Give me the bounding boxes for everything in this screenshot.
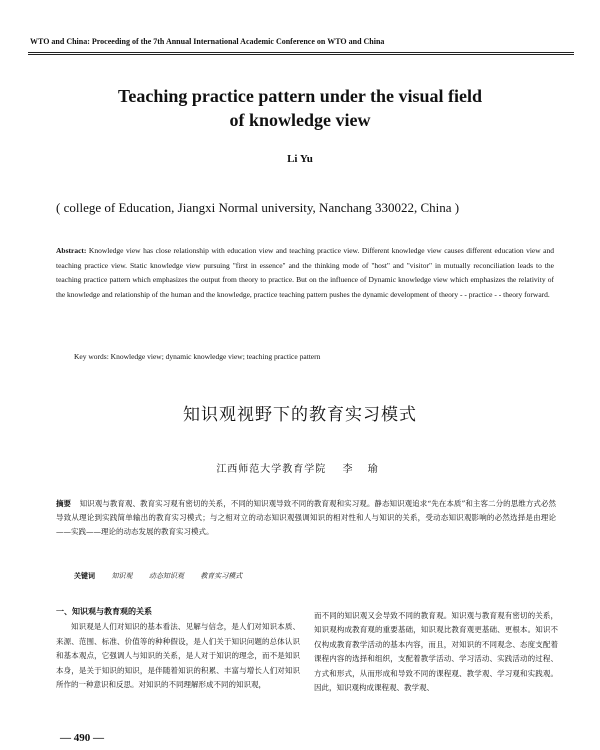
english-abstract bbox=[56, 244, 554, 302]
body-column-left bbox=[56, 604, 300, 692]
chinese-keywords bbox=[74, 571, 554, 581]
chinese-keywords-label: 关键词 bbox=[74, 571, 95, 580]
chinese-affiliation: 江西师范大学教育学院 bbox=[216, 464, 327, 475]
chinese-author-line bbox=[0, 460, 600, 475]
header-rule bbox=[28, 52, 574, 53]
chinese-author: 李 瑜 bbox=[342, 464, 384, 475]
keywords-text: Knowledge view; dynamic knowledge view; teaching practice pattern bbox=[110, 352, 321, 361]
page-number: — 490 — bbox=[60, 732, 104, 744]
chinese-abstract-label: 摘要 bbox=[56, 499, 72, 508]
section-heading: 一、知识观与教育观的关系 bbox=[56, 606, 152, 616]
english-title-line-2: of knowledge view bbox=[229, 110, 371, 130]
english-affiliation: ( college of Education, Jiangxi Normal university, Nanchang 330022, China ) bbox=[56, 200, 460, 215]
english-author: Li Yu bbox=[287, 153, 313, 165]
running-header: WTO and China: Proceeding of the 7th Annual International Academic Conference on WTO and China bbox=[30, 37, 385, 46]
body-paragraph: 知识观是人们对知识的基本看法、见解与信念，是人们对知识本质、来源、范围、标准、价值等的种种假设，是人们关于知识问题的总体认识和基本观点，它强调人与知识的关系，是人对于知识的理念，而不是知识本身，是关于知识的知识，是伴随着知识的积累、丰富与增长人们对知识所作的一种意识和反思。对知识的不同理解形成不同的知识观， bbox=[56, 622, 300, 690]
body-paragraph-continued: 而不同的知识观又会导致不同的教育观。知识观与教育观有密切的关系，知识观构成教育观的重要基础，知识观比教育观更基础、更根本。知识不仅构成教育教学活动的基本内容，而且，对知识的不同观念、态度支配着课程内容的选择和组织，支配着教学活动、学习活动、实践活动的过程、方式和形式，从而形成和导致不同的课程观、教学观、学习观和实践观。因此，知识观构成课程观、教学观、 bbox=[314, 611, 558, 693]
english-keywords bbox=[74, 352, 554, 361]
chinese-keyword: 教育实习模式 bbox=[200, 572, 243, 580]
abstract-label: Abstract: bbox=[56, 246, 87, 255]
abstract-text: Knowledge view has close relationship with education view and teaching practice view. Different knowledge view causes different education view and teaching practice view. Static knowledge view pursuing "first in essence" and the thinking mode of "host" and "visitor" in mutually reconciliation leads to the teaching practice pattern which emphasizes the output from theory to practice. But on the influence of Dynamic knowledge view which emphasizes the relativity of the knowledge and relationship of the human and the knowledge, practice teaching pattern pushes the dynamic development of theory - - practice - - theory forward. bbox=[56, 246, 554, 299]
chinese-title: 知识观视野下的教育实习模式 bbox=[183, 405, 417, 425]
keywords-label: Key words: bbox=[74, 352, 109, 361]
header-rule-thin bbox=[28, 54, 574, 55]
chinese-keyword: 知识观 bbox=[111, 572, 133, 580]
chinese-abstract-text: 知识观与教育观、教育实习观有密切的关系，不同的知识观导致不同的教育观和实习观。静态知识观追求“先在本质”和主客二分的思维方式必然导致从理论到实践简单输出的教育实习模式；与之相对立的动态知识观强调知识的相对性和人与知识的关系，受动态知识观影响的必然选择是由理论——实践——理论的动态发展的教育实习模式。 bbox=[56, 499, 557, 536]
english-title bbox=[40, 84, 560, 132]
chinese-abstract bbox=[56, 497, 556, 539]
english-title-line-1: Teaching practice pattern under the visual field bbox=[118, 86, 482, 106]
chinese-keyword: 动态知识观 bbox=[148, 572, 184, 580]
body-column-right bbox=[314, 609, 558, 695]
